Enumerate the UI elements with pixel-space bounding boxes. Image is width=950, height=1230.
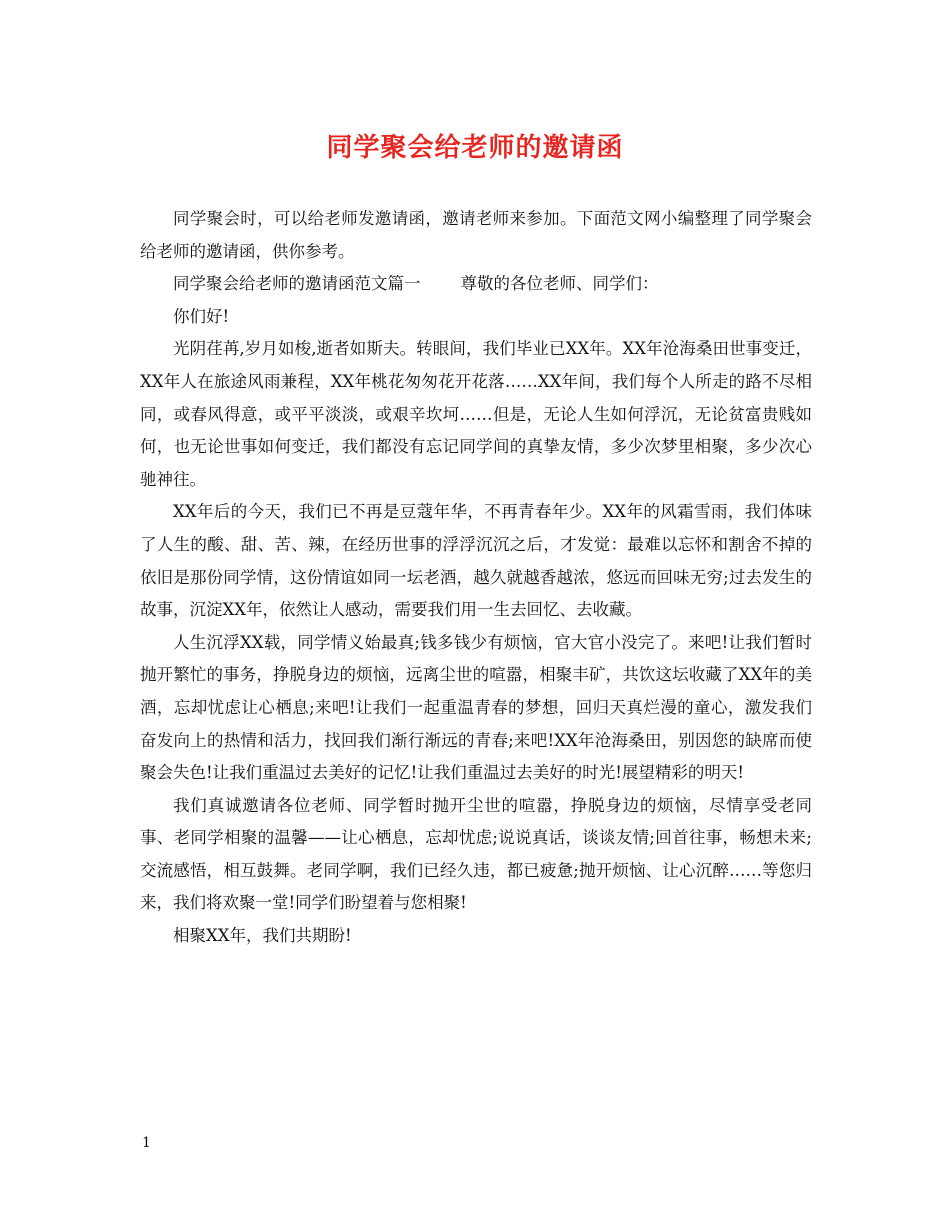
paragraph-3: 人生沉浮XX载，同学情义始最真;钱多钱少有烦恼，官大官小没完了。来吧!让我们暂时抛开繁忙的事务，挣脱身边的烦恼，远离尘世的喧嚣，相聚丰矿，共饮这坛收藏了XX年的美酒，忘却忧虑让心栖息;来吧!让我们一起重温青春的梦想，回归天真烂漫的童心，激发我们奋发向上的热情和活力，找回我们渐行渐远的青春;来吧!XX年沧海桑田，别因您的缺席而使聚会失色!让我们重温过去美好的记忆!让我们重温过去美好的时光!展望精彩的明天! bbox=[140, 632, 812, 783]
paragraph-1: 光阴荏苒,岁月如梭,逝者如斯夫。转眼间，我们毕业已XX年。XX年沧海桑田世事变迁，XX年人在旅途风雨兼程，XX年桃花匆匆花开花落……XX年间，我们每个人所走的路不尽相同，或春风得意，或平平淡淡，或艰辛坎坷……但是，无论人生如何浮沉，无论贫富贵贱如何，也无论世事如何变迁，我们都没有忘记同学间的真挚友情，多少次梦里相聚，多少次心驰神往。 bbox=[140, 339, 812, 489]
salutation: 尊敬的各位老师、同学们： bbox=[460, 274, 659, 294]
document-body bbox=[140, 203, 812, 953]
sample-heading: 同学聚会给老师的邀请函范文篇一 bbox=[173, 274, 421, 294]
paragraph-2: XX年后的今天，我们已不再是豆蔻年华，不再青春年少。XX年的风霜雪雨，我们体味了人生的酸、甜、苦、辣，在经历世事的浮浮沉沉之后，才发觉：最难以忘怀和割舍不掉的依旧是那份同学情，这份情谊如同一坛老酒，越久就越香越浓，悠远而回味无穷;过去发生的故事，沉淀XX年，依然让人感动，需要我们用一生去回忆、去收藏。 bbox=[140, 502, 812, 620]
intro-paragraph: 同学聚会时，可以给老师发邀请函，邀请老师来参加。下面范文网小编整理了同学聚会给老师的邀请函，供你参考。 bbox=[140, 209, 812, 261]
paragraph-4: 我们真诚邀请各位老师、同学暂时抛开尘世的喧嚣，挣脱身边的烦恼，尽情享受老同事、老同学相聚的温馨——让心栖息，忘却忧虑;说说真话，谈谈友情;回首往事，畅想未来;交流感悟，相互鼓舞。老同学啊，我们已经久违，都已疲惫;抛开烦恼、让心沉醉……等您归来，我们将欢聚一堂!同学们盼望着与您相聚! bbox=[140, 795, 812, 913]
closing-line: 相聚XX年，我们共期盼! bbox=[173, 926, 352, 946]
greeting: 你们好! bbox=[173, 306, 230, 326]
page-number: 1 bbox=[142, 1135, 151, 1151]
document-title: 同学聚会给老师的邀请函 bbox=[326, 133, 624, 163]
sample-heading-line bbox=[140, 268, 812, 301]
